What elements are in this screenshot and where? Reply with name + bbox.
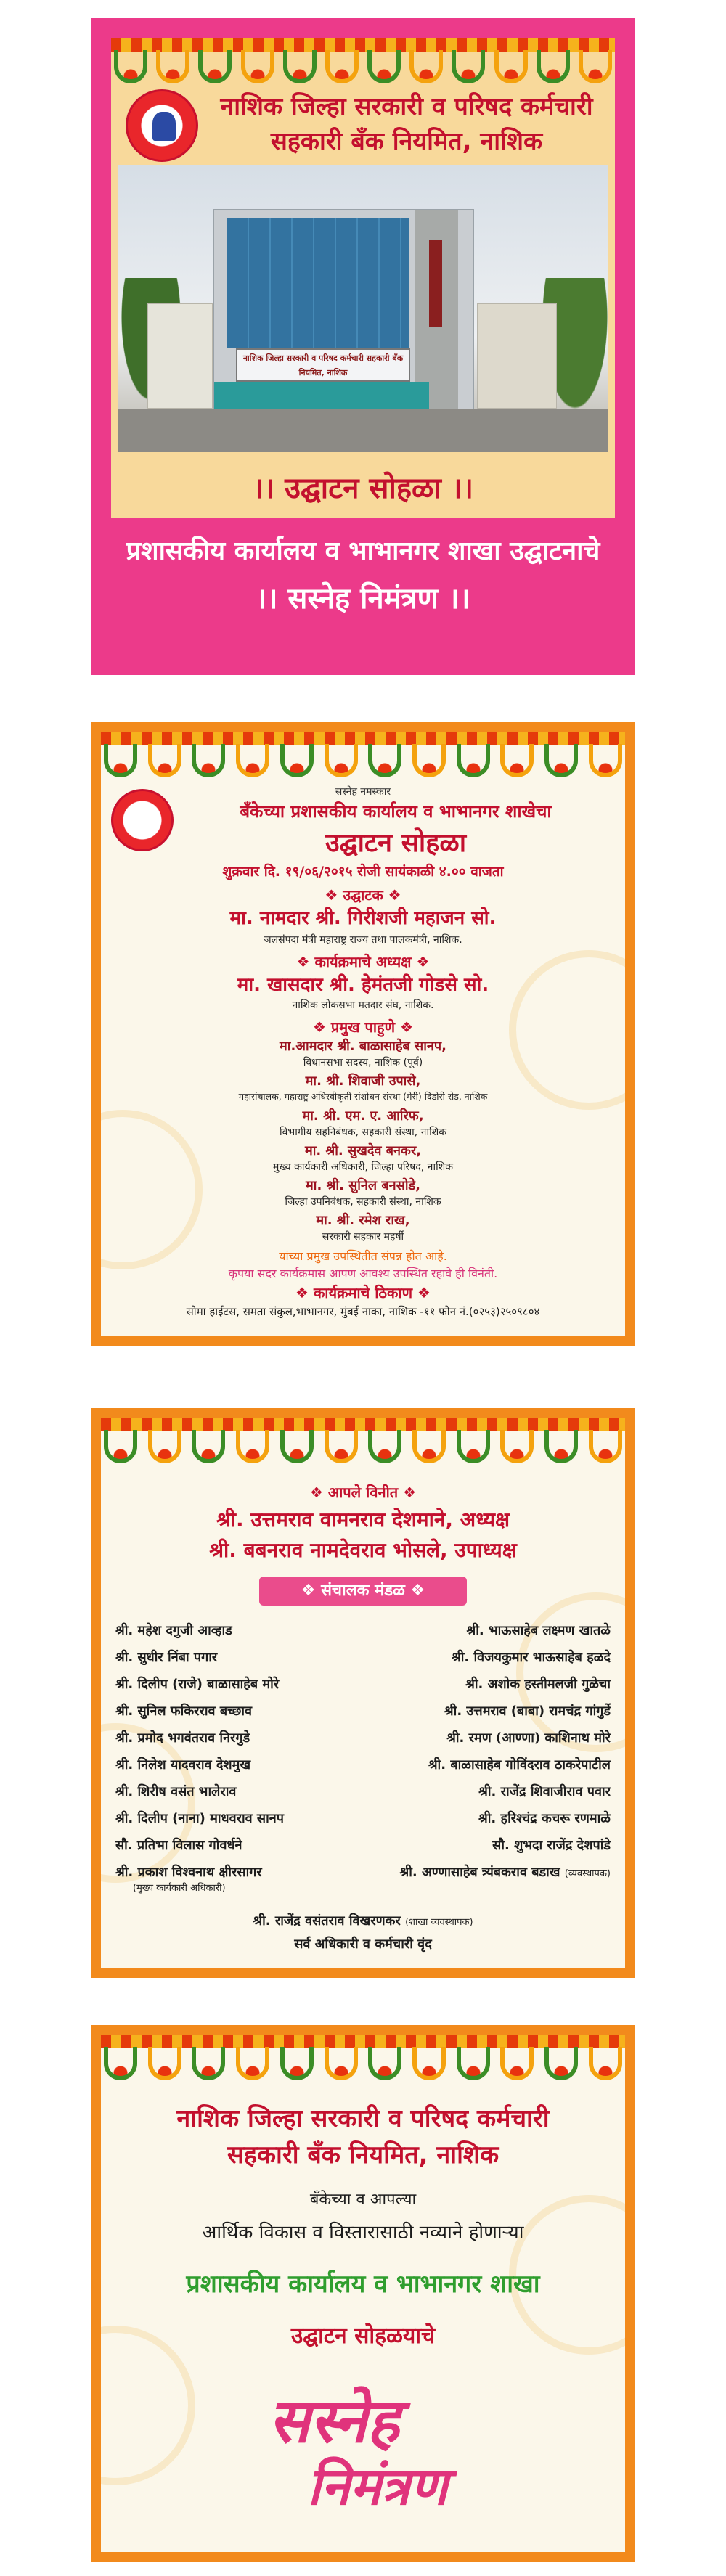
member-left: सौ. प्रतिभा विलास गोवर्धने <box>115 1838 242 1853</box>
member-left: श्री. महेश दगुजी आव्हाड <box>115 1623 232 1638</box>
yours-label: ❖ आपले विनीत ❖ <box>309 1484 417 1501</box>
presence-note: यांच्या प्रमुख उपस्थितीत संपन्न होत आहे. <box>279 1249 447 1263</box>
bank-building-photo <box>118 165 608 452</box>
member-left: श्री. प्रकाश विश्वनाथ क्षीरसागर (मुख्य कार्यकारी अधिकारी) <box>115 1865 262 1894</box>
member-left: श्री. सुनिल फकिरराव बच्छाव <box>115 1704 253 1719</box>
president-desc: नाशिक लोकसभा मतदार संघ, नाशिक. <box>292 999 434 1011</box>
strip-line1: प्रशासकीय कार्यालय व भाभानगर शाखा उद्घाटनाचे <box>126 536 600 566</box>
venue-address: सोमा हाईटस, समता संकुल,भाभानगर, मुंबई नाका, नाशिक -११ फोन नं.(०२५३)२५०९८०४ <box>186 1305 540 1318</box>
member-left: श्री. सुधीर निंबा पगार <box>115 1650 218 1665</box>
neighbour-building <box>147 303 213 409</box>
member-right: श्री. उत्तमराव (बाबा) रामचंद्र गांगुर्डे <box>444 1704 611 1719</box>
bank-building <box>213 209 474 427</box>
branch-manager: श्री. राजेंद्र वसंतराव विखरणकर (शाखा व्यवस्थापक) <box>253 1913 473 1929</box>
president-name: मा. खासदार श्री. हेमंतजी गोडसे सो. <box>237 974 489 996</box>
member-right: श्री. भाऊसाहेब लक्ष्मण खातळे <box>466 1623 611 1638</box>
heading-ceremony: उद्घाटन सोहळा <box>325 828 467 858</box>
member-right: सौ. शुभदा राजेंद्र देशपांडे <box>492 1838 611 1853</box>
guest-name: मा. श्री. एम. ए. आरिफ, <box>302 1108 424 1124</box>
board-of-directors-card <box>91 1408 635 1978</box>
greeting: सस्नेह नमस्कार <box>335 786 391 798</box>
member-right: श्री. बाळासाहेब गोविंदराव ठाकरेपाटील <box>428 1757 611 1772</box>
bank-name-line1: नाशिक जिल्हा सरकारी व परिषद कर्मचारी <box>176 2104 550 2133</box>
guest-name: मा. श्री. सुखदेव बनकर, <box>304 1143 422 1158</box>
guests-label: ❖ प्रमुख पाहुणे ❖ <box>312 1018 414 1036</box>
cover-inner-panel <box>111 38 615 518</box>
flower-garland-top <box>101 732 625 783</box>
closing-invitation-card <box>91 2025 635 2562</box>
member-right: श्री. हरिश्चंद्र कचरू रणमाळे <box>478 1811 611 1826</box>
neighbour-building <box>477 303 557 409</box>
member-left: श्री. प्रमोद भगवंतराव निरगुडे <box>115 1730 250 1746</box>
flower-garland-top <box>111 38 615 89</box>
bank-logo-icon <box>126 89 198 162</box>
member-right: श्री. अण्णासाहेब त्र्यंबकराव बडाख (व्यवस्थापक) <box>399 1865 611 1880</box>
guest-name: मा. श्री. रमेश राख, <box>316 1213 410 1228</box>
script-nimantran: निमंत्रण <box>307 2455 448 2516</box>
script-snehal: सस्नेह <box>268 2384 400 2456</box>
text-line: आर्थिक विकास व विस्तारासाठी नव्याने होणाऱ्या <box>202 2222 524 2244</box>
building-name-board: नाशिक जिल्हा सरकारी व परिषद कर्मचारी सहकारी बँक नियमित, नाशिक <box>236 348 410 382</box>
guest-name: मा. श्री. सुनिल बनसोडे, <box>306 1178 420 1193</box>
member-role: (मुख्य कार्यकारी अधिकारी) <box>133 1883 226 1894</box>
bank-title-line1: नाशिक जिल्हा सरकारी व परिषद कर्मचारी <box>220 92 593 121</box>
strip-line2: ।। सस्नेह निमंत्रण ।। <box>256 582 470 616</box>
road <box>118 409 608 452</box>
bank-name-line2: सहकारी बँक नियमित, नाशिक <box>227 2140 499 2170</box>
invitation-cover-card <box>91 18 635 675</box>
guest-desc: विभागीय सहनिबंधक, सहकारी संस्था, नाशिक <box>280 1127 446 1138</box>
venue-label: ❖ कार्यक्रमाचे ठिकाण ❖ <box>295 1284 431 1301</box>
guest-desc: महासंचालक, महाराष्ट्र अधिस्वीकृती संशोधन संस्था (मेरी) दिंडोरी रोड, नाशिक <box>238 1091 488 1102</box>
member-right: श्री. राजेंद्र शिवाजीराव पवार <box>478 1784 611 1799</box>
chairman: श्री. उत्तमराव वामनराव देशमाने, अध्यक्ष <box>216 1508 510 1532</box>
guest-desc: विधानसभा सदस्य, नाशिक (पूर्व) <box>303 1057 423 1068</box>
member-right: श्री. अशोक हस्तीमलजी गुळेचा <box>465 1677 611 1692</box>
text-line: बँकेच्या व आपल्या <box>309 2191 417 2209</box>
office-branch-line: प्रशासकीय कार्यालय व भाभानगर शाखा <box>186 2270 540 2299</box>
guest-name: मा. श्री. शिवाजी उपासे, <box>305 1074 421 1089</box>
event-datetime: शुक्रवार दि. १९/०६/२०१५ रोजी सायंकाळी ४.०० वाजता <box>222 864 504 880</box>
heading-branch: बँकेच्या प्रशासकीय कार्यालय व भाभानगर शाखेचा <box>240 801 552 822</box>
inaugurator-desc: जलसंपदा मंत्री महाराष्ट्र राज्य तथा पालकमंत्री, नाशिक. <box>264 934 462 946</box>
staff-line: सर्व अधिकारी व कर्मचारी वृंद <box>294 1937 432 1952</box>
bank-title-line2: सहकारी बँक नियमित, नाशिक <box>270 127 543 156</box>
member-left: श्री. दिलीप (राजे) बाळासाहेब मोरे <box>115 1677 280 1692</box>
member-right: श्री. रमण (आण्णा) काशिनाथ मोरे <box>446 1730 611 1746</box>
flower-garland-top <box>101 1418 625 1469</box>
member-left: श्री. दिलीप (नाना) माधवराव सानप <box>115 1811 284 1826</box>
president-label: ❖ कार्यक्रमाचे अध्यक्ष ❖ <box>296 953 430 970</box>
invitation-strip <box>91 530 635 624</box>
guest-name: मा.आमदार श्री. बाळासाहेब सानप, <box>280 1039 446 1054</box>
vice-chairman: श्री. बबनराव नामदेवराव भोसले, उपाध्यक्ष <box>209 1538 517 1562</box>
member-left: श्री. निलेश यादवराव देशमुख <box>115 1757 251 1772</box>
guest-desc: मुख्य कार्यकारी अधिकारी, जिल्हा परिषद, नाशिक <box>273 1161 453 1173</box>
member-role: (व्यवस्थापक) <box>564 1868 611 1879</box>
member-right: श्री. विजयकुमार भाऊसाहेब हळदे <box>451 1650 611 1665</box>
guest-desc: जिल्हा उपनिबंधक, सहकारी संस्था, नाशिक <box>285 1196 441 1208</box>
flower-garland-top <box>101 2035 625 2086</box>
programme-details-card <box>91 722 635 1346</box>
request-note: कृपया सदर कार्यक्रमास आपण आवश्य उपस्थित रहावे ही विनंती. <box>228 1267 498 1280</box>
ceremony-title: ।। उद्घाटन सोहळा ।। <box>252 472 474 505</box>
inaugurator-label: ❖ उद्घाटक ❖ <box>325 886 401 904</box>
guest-desc: सरकारी सहकार महर्षी <box>322 1231 404 1243</box>
ceremony-line: उद्घाटन सोहळयाचे <box>290 2323 436 2349</box>
member-left: श्री. शिरीष वसंत भालेराव <box>115 1784 237 1799</box>
bank-title <box>205 89 608 159</box>
board-label: ❖ संचालक मंडळ ❖ <box>259 1577 467 1606</box>
inaugurator-name: मा. नामदार श्री. गिरीशजी महाजन सो. <box>229 907 497 929</box>
